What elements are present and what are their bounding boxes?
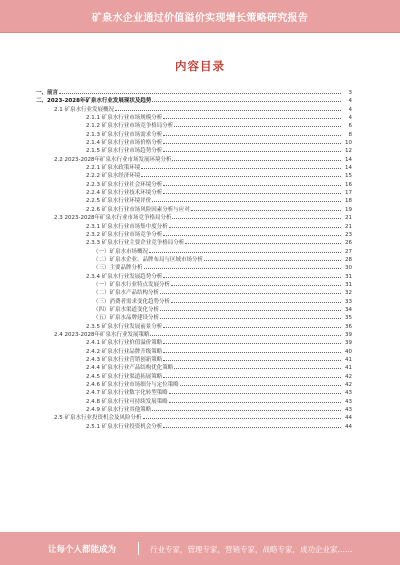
toc-entry[interactable]: [36, 162, 352, 170]
toc-entry-page: 4: [348, 106, 352, 113]
table-of-contents: [36, 87, 352, 429]
toc-leader-dots: [163, 346, 341, 353]
toc-entry-page: 31: [345, 281, 352, 288]
toc-entry[interactable]: [36, 129, 352, 137]
toc-leader-dots: [143, 412, 342, 419]
toc-entry[interactable]: [36, 246, 352, 254]
toc-entry-label: （一）矿泉水市场概况: [93, 248, 149, 255]
toc-leader-dots: [141, 162, 341, 169]
toc-entry-page: 8: [348, 131, 352, 138]
toc-entry-page: 15: [345, 173, 352, 180]
toc-entry[interactable]: [36, 279, 352, 287]
toc-entry[interactable]: [36, 271, 352, 279]
toc-entry-page: 42: [345, 382, 352, 389]
toc-leader-dots: [152, 404, 341, 411]
toc-entry-page: 27: [345, 248, 352, 255]
toc-entry[interactable]: [36, 354, 352, 362]
toc-leader-dots: [163, 321, 341, 328]
toc-leader-dots: [163, 187, 341, 194]
toc-entry-page: 35: [345, 315, 352, 322]
toc-entry[interactable]: [36, 362, 352, 370]
toc-entry[interactable]: [36, 404, 352, 412]
toc-entry[interactable]: [36, 396, 352, 404]
toc-entry-label: 2.4.5 矿泉水行业渠道拓展策略: [86, 373, 163, 380]
toc-leader-dots: [149, 246, 341, 253]
toc-entry-label: 2.2.4 矿泉水行业技术环境分析: [86, 190, 163, 197]
toc-entry-page: 42: [345, 373, 352, 380]
toc-entry[interactable]: [36, 321, 352, 329]
toc-leader-dots: [163, 421, 341, 428]
toc-entry[interactable]: [36, 120, 352, 128]
toc-leader-dots: [163, 337, 341, 344]
toc-leader-dots: [160, 304, 341, 311]
toc-entry[interactable]: [36, 387, 352, 395]
toc-entry[interactable]: [36, 254, 352, 262]
toc-entry-label: 2.1.2 矿泉水行业市场竞争格局分析: [86, 123, 174, 130]
toc-entry[interactable]: [36, 296, 352, 304]
toc-entry-page: 43: [345, 398, 352, 405]
toc-entry-label: （三）主要品牌分析: [93, 265, 143, 272]
toc-entry-page: 26: [345, 240, 352, 247]
toc-entry-label: 2.4.9 矿泉水行业其他策略: [86, 407, 152, 414]
toc-leader-dots: [169, 387, 341, 394]
toc-leader-dots: [160, 287, 341, 294]
toc-entry-page: 16: [345, 181, 352, 188]
toc-entry-page: 43: [345, 407, 352, 414]
toc-heading: 内容目录: [175, 59, 225, 73]
toc-entry-label: 2.4.7 矿泉水行业数字化转型策略: [86, 390, 168, 397]
toc-entry-label: 2.3.1 矿泉水行业市场集中度分析: [86, 223, 168, 230]
toc-entry[interactable]: [36, 379, 352, 387]
toc-leader-dots: [172, 154, 341, 161]
footer-slogan: 让每个人都能成为: [48, 545, 117, 555]
report-footer: [0, 532, 400, 565]
toc-entry-page: 30: [345, 265, 352, 272]
toc-leader-dots: [163, 137, 341, 144]
toc-entry-page: 4: [348, 115, 352, 122]
toc-entry-label: （四）矿泉水渠道变化分析: [93, 306, 160, 313]
toc-entry-label: 2.4.1 矿泉水行业价值溢价策略: [86, 340, 163, 347]
toc-leader-dots: [115, 104, 341, 111]
toc-entry-label: 2.4.8 矿泉水行业可持续发展策略: [86, 398, 168, 405]
toc-leader-dots: [180, 379, 341, 386]
toc-entry-page: 32: [345, 290, 352, 297]
toc-leader-dots: [163, 179, 341, 186]
toc-entry[interactable]: [36, 237, 352, 245]
toc-entry-page: 28: [345, 256, 352, 263]
toc-entry[interactable]: [36, 204, 352, 212]
toc-leader-dots: [144, 262, 341, 269]
toc-entry-label: 2.4 2023-2028年矿泉水行业发展策略: [54, 331, 150, 338]
toc-entry[interactable]: [36, 145, 352, 153]
toc-entry-page: 10: [345, 140, 352, 147]
toc-leader-dots: [185, 237, 341, 244]
toc-entry[interactable]: [36, 154, 352, 162]
toc-entry-label: 2.2.3 矿泉水行业社会环境分析: [86, 181, 163, 188]
toc-entry-label: （二）矿泉水产品结构分析: [93, 290, 160, 297]
toc-leader-dots: [150, 329, 341, 336]
toc-leader-dots: [174, 362, 341, 369]
footer-tagline: 行业专家，管理专家，营销专家，战略专家，成功企业家……: [150, 545, 353, 554]
report-title: 矿泉水企业通过价值溢价实现增长策略研究报告: [91, 13, 309, 24]
toc-entry-page: 19: [345, 206, 352, 213]
toc-entry-label: 2.2.5 矿泉水行业环境评价: [86, 198, 152, 205]
toc-entry-label: （一）矿泉水行业特点发展分析: [93, 281, 171, 288]
toc-entry[interactable]: [36, 337, 352, 345]
toc-entry[interactable]: [36, 112, 352, 120]
toc-entry[interactable]: [36, 262, 352, 270]
toc-entry[interactable]: [36, 421, 352, 429]
toc-leader-dots: [160, 312, 341, 319]
toc-entry-label: （三）消费者需求变化趋势分析: [93, 298, 171, 305]
toc-entry[interactable]: [36, 221, 352, 229]
toc-entry-label: 2.3.3 矿泉水行业主要企业竞争格局分析: [86, 240, 185, 247]
toc-entry[interactable]: [36, 179, 352, 187]
toc-entry-page: 3: [348, 90, 352, 96]
toc-entry-label: 2.2 2023-2028年矿泉水行业市场发展环境分析: [54, 156, 172, 163]
toc-entry-label: 2.3.5 矿泉水行业发展前景分析: [86, 323, 163, 330]
toc-entry-page: 34: [345, 306, 352, 313]
toc-leader-dots: [169, 221, 341, 228]
toc-entry-page: 23: [345, 231, 352, 238]
toc-entry-label: 2.3 2023-2028年矿泉水行业市场竞争格局分析: [54, 215, 172, 222]
toc-entry[interactable]: [36, 187, 352, 195]
toc-entry-page: 21: [345, 215, 352, 222]
footer-divider: [138, 542, 139, 555]
toc-leader-dots: [204, 254, 341, 261]
toc-entry-label: 2.2.1 矿泉水政策环境: [86, 165, 141, 172]
toc-entry-label: 2.3.2 矿泉水行业市场竞争分析: [86, 231, 163, 238]
toc-entry-page: 43: [345, 390, 352, 397]
toc-leader-dots: [163, 129, 341, 136]
toc-entry[interactable]: [36, 95, 352, 103]
toc-entry-page: 33: [345, 298, 352, 305]
toc-entry[interactable]: [36, 195, 352, 203]
toc-entry-page: 31: [345, 273, 352, 280]
toc-entry-label: 一、前言: [36, 90, 59, 96]
toc-leader-dots: [141, 170, 341, 177]
toc-entry-label: 2.5 矿泉水行业投资机会及风险分析: [54, 415, 142, 422]
toc-entry-page: 17: [345, 190, 352, 197]
toc-entry-page: 12: [345, 148, 352, 155]
toc-leader-dots: [163, 371, 341, 378]
toc-entry[interactable]: [36, 212, 352, 220]
toc-entry-label: 2.1.1 矿泉水行业市场规模分析: [86, 115, 163, 122]
toc-entry-page: 40: [345, 348, 352, 355]
toc-entry-label: （二）矿泉水企业、品牌布局与区域市场分析: [93, 256, 204, 263]
toc-entry-page: 44: [345, 423, 352, 430]
toc-entry-page: 18: [345, 198, 352, 205]
toc-entry[interactable]: [36, 87, 352, 95]
toc-leader-dots: [163, 229, 341, 236]
toc-entry-label: 2.4.2 矿泉水行业品牌升级策略: [86, 348, 163, 355]
toc-leader-dots: [163, 112, 341, 119]
toc-entry-label: 2.1.3 矿泉水行业市场需求分析: [86, 131, 163, 138]
toc-entry-page: 39: [345, 331, 352, 338]
toc-leader-dots: [59, 87, 341, 94]
toc-entry[interactable]: [36, 412, 352, 420]
toc-entry-label: 2.1.4 矿泉水行业市场价格分析: [86, 140, 163, 147]
toc-entry-label: 2.5.1 矿泉水行业投资机会分析: [86, 423, 163, 430]
toc-entry-label: 2.4.3 矿泉水行业营销创新策略: [86, 357, 163, 363]
toc-entry-page: 36: [345, 323, 352, 330]
toc-entry-page: 14: [345, 165, 352, 172]
toc-leader-dots: [191, 204, 341, 211]
toc-leader-dots: [163, 271, 341, 278]
toc-entry-page: 41: [345, 357, 352, 363]
toc-entry-page: 6: [348, 123, 352, 130]
toc-leader-dots: [172, 212, 341, 219]
toc-leader-dots: [171, 296, 341, 303]
toc-leader-dots: [163, 354, 341, 361]
toc-entry-page: 14: [345, 156, 352, 163]
toc-leader-dots: [163, 145, 341, 152]
toc-entry-label: 2.2.2 矿泉水经济环境: [86, 173, 141, 180]
toc-leader-dots: [152, 95, 341, 102]
toc-entry[interactable]: [36, 312, 352, 320]
toc-entry[interactable]: [36, 371, 352, 379]
toc-leader-dots: [152, 195, 341, 202]
toc-entry[interactable]: [36, 346, 352, 354]
toc-entry[interactable]: [36, 137, 352, 145]
toc-entry-label: 2.4.4 矿泉水行业产品结构优化策略: [86, 365, 174, 372]
toc-entry-label: 2.2.6 矿泉水行业市场风险因素分析与应对: [86, 206, 190, 213]
toc-entry-page: 44: [345, 415, 352, 422]
toc-entry-label: 2.1.5 矿泉水行业市场趋势分析: [86, 148, 163, 155]
toc-entry-label: 二、2023-2028年矿泉水行业发展现状及趋势: [36, 98, 152, 105]
toc-entry[interactable]: [36, 229, 352, 237]
toc-leader-dots: [169, 396, 341, 403]
toc-entry-label: 2.4.6 矿泉水行业市场细分与定位策略: [86, 382, 179, 389]
toc-entry-label: （五）矿泉水品牌建设分析: [93, 315, 160, 322]
toc-entry[interactable]: [36, 329, 352, 337]
toc-entry-page: 39: [345, 340, 352, 347]
toc-entry[interactable]: [36, 287, 352, 295]
toc-entry-page: 41: [345, 365, 352, 372]
report-header: [0, 0, 400, 33]
toc-leader-dots: [171, 279, 341, 286]
toc-entry[interactable]: [36, 304, 352, 312]
toc-entry-page: 21: [345, 223, 352, 230]
toc-entry-label: 2.1 矿泉水行业发展概况: [54, 106, 114, 113]
toc-entry-page: 4: [348, 98, 352, 105]
toc-entry[interactable]: [36, 104, 352, 112]
toc-entry-label: 2.3.4 矿泉水行业发展趋势分析: [86, 273, 163, 280]
toc-entry[interactable]: [36, 170, 352, 178]
toc-leader-dots: [174, 120, 341, 127]
